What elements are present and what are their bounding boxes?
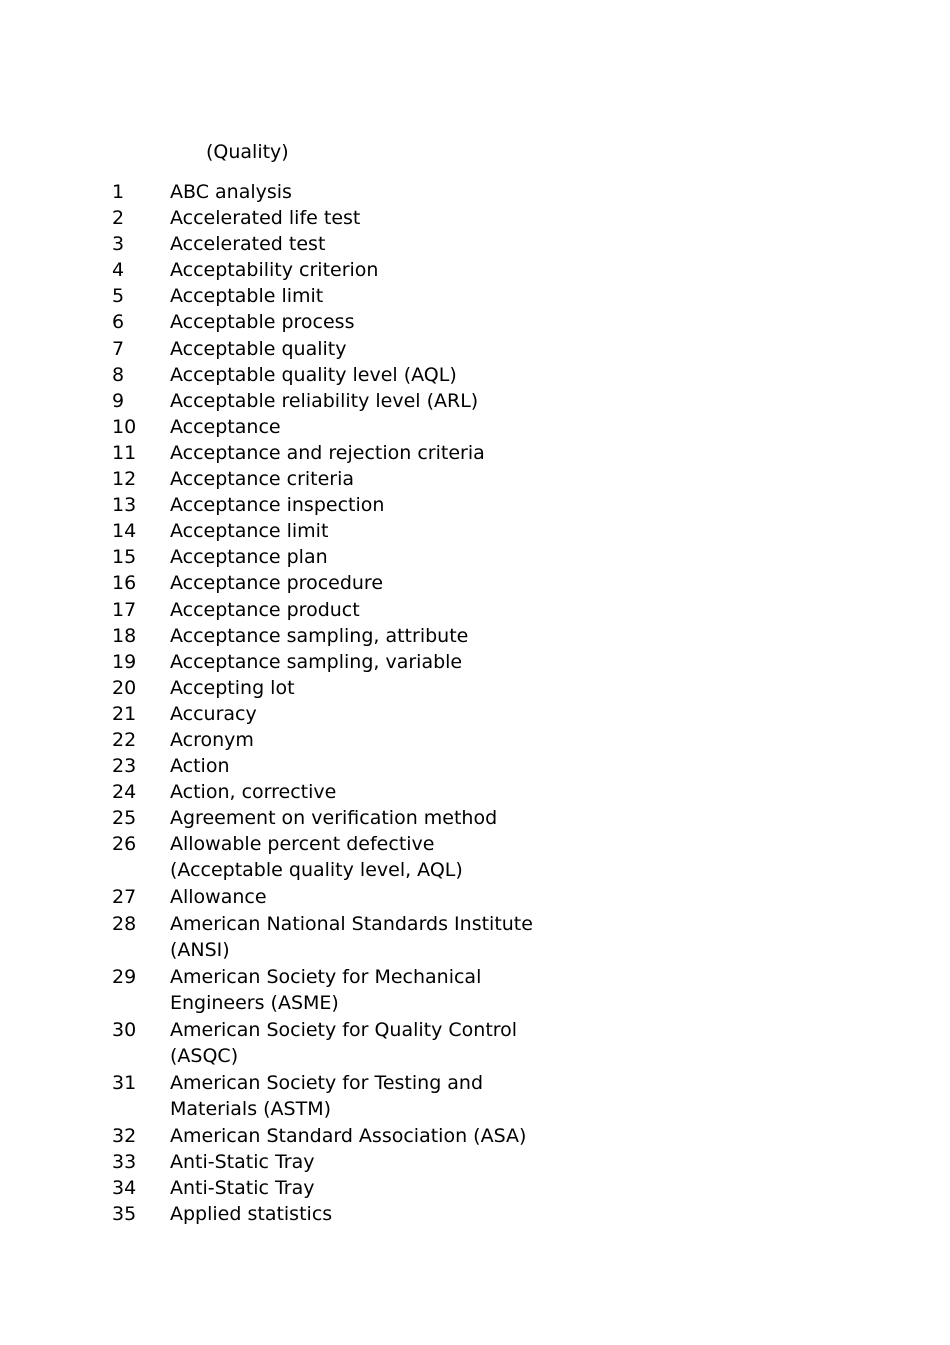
term-line: Allowance (170, 886, 267, 909)
term-line: Accepting lot (170, 676, 295, 699)
term-text (170, 727, 540, 753)
term-number: 12 (112, 468, 137, 491)
term-text (170, 623, 540, 649)
list-item (112, 388, 540, 414)
term-number: 4 (112, 259, 125, 282)
term-text (170, 779, 540, 805)
term-line: Action (170, 755, 230, 778)
term-text (170, 753, 540, 779)
term-text (170, 205, 540, 231)
term-line: Acceptable limit (170, 285, 324, 308)
term-number: 2 (112, 207, 125, 230)
term-text (170, 414, 540, 440)
term-text (170, 440, 540, 466)
term-line: Acronym (170, 728, 254, 751)
term-text (170, 544, 540, 570)
term-line: Acceptable process (170, 311, 355, 334)
term-number: 22 (112, 728, 137, 751)
list-item (112, 570, 540, 596)
list-item (112, 779, 540, 805)
term-number: 31 (112, 1071, 137, 1094)
term-line: Acceptance and rejection criteria (170, 441, 485, 464)
list-item (112, 805, 540, 831)
list-item (112, 1149, 540, 1175)
term-text (170, 1070, 540, 1123)
term-line: Action, corrective (170, 781, 337, 804)
term-line: Acceptance criteria (170, 468, 355, 491)
term-text (170, 231, 540, 257)
term-line: Acceptance plan (170, 546, 328, 569)
term-number: 5 (112, 285, 125, 308)
list-item (112, 727, 540, 753)
term-line: Accelerated test (170, 233, 326, 256)
list-item (112, 362, 540, 388)
term-number: 10 (112, 415, 137, 438)
list-item (112, 623, 540, 649)
term-line: Applied statistics (170, 1203, 333, 1226)
term-line: Accuracy (170, 702, 257, 725)
term-number: 20 (112, 676, 137, 699)
list-item (112, 911, 540, 964)
term-number: 19 (112, 650, 137, 673)
page-heading: (Quality) (206, 141, 289, 163)
list-item (112, 1070, 540, 1123)
term-number: 29 (112, 965, 137, 988)
term-number: 27 (112, 886, 137, 909)
term-number: 35 (112, 1203, 137, 1226)
list-item (112, 597, 540, 623)
term-number: 33 (112, 1151, 137, 1173)
term-continuation-line: (Acceptable quality level, AQL) (170, 859, 463, 882)
list-item (112, 753, 540, 779)
term-continuation-line: (ASQC) (170, 1044, 239, 1067)
list-item (112, 309, 540, 335)
term-text (170, 309, 540, 335)
term-number: 15 (112, 546, 137, 569)
list-item (112, 257, 540, 283)
list-item (112, 466, 540, 492)
list-item (112, 492, 540, 518)
term-line: American Society for Quality Control (170, 1018, 518, 1041)
list-item (112, 1201, 540, 1227)
term-number: 25 (112, 807, 137, 830)
term-number: 7 (112, 337, 125, 360)
term-number: 13 (112, 494, 137, 517)
list-item (112, 336, 540, 362)
term-line: Acceptance inspection (170, 494, 385, 517)
term-text (170, 362, 540, 388)
list-item (112, 1123, 540, 1149)
term-continuation-line: (ANSI) (170, 938, 230, 961)
term-text (170, 701, 540, 727)
term-text (170, 466, 540, 492)
term-number: 28 (112, 912, 137, 935)
term-text (170, 675, 540, 701)
term-number: 32 (112, 1124, 137, 1147)
term-text (170, 518, 540, 544)
term-line: Anti-Static Tray (170, 1151, 315, 1173)
term-text (170, 1149, 540, 1175)
term-number: 23 (112, 755, 137, 778)
term-line: Acceptance (170, 415, 281, 438)
list-item (112, 1017, 540, 1070)
term-line: American National Standards Institute (170, 912, 533, 935)
list-item (112, 283, 540, 309)
term-number: 11 (112, 441, 137, 464)
term-number: 26 (112, 833, 137, 856)
term-line: American Society for Testing and (170, 1071, 484, 1094)
term-text (170, 649, 540, 675)
term-text (170, 570, 540, 596)
term-line: ABC analysis (170, 181, 292, 203)
term-line: Acceptable quality level (AQL) (170, 363, 457, 386)
term-line: Acceptable quality (170, 337, 347, 360)
list-item (112, 414, 540, 440)
list-item (112, 440, 540, 466)
term-text (170, 1017, 540, 1070)
term-text (170, 1175, 540, 1201)
term-text (170, 336, 540, 362)
term-line: Acceptance sampling, variable (170, 650, 463, 673)
term-text (170, 492, 540, 518)
term-text (170, 831, 540, 884)
term-text (170, 805, 540, 831)
term-list (112, 179, 540, 1227)
term-text (170, 1123, 540, 1149)
list-item (112, 544, 540, 570)
term-line: Allowable percent defective (170, 833, 435, 856)
term-text (170, 964, 540, 1017)
term-line: Acceptance procedure (170, 572, 384, 595)
list-item (112, 701, 540, 727)
term-line: Agreement on verification method (170, 807, 498, 830)
list-item (112, 231, 540, 257)
term-text (170, 388, 540, 414)
term-line: American Society for Mechanical (170, 965, 482, 988)
list-item (112, 518, 540, 544)
list-item (112, 964, 540, 1017)
list-item (112, 831, 540, 884)
list-item (112, 205, 540, 231)
term-line: Anti-Static Tray (170, 1177, 315, 1200)
list-item (112, 1175, 540, 1201)
term-line: Acceptable reliability level (ARL) (170, 389, 479, 412)
term-number: 18 (112, 624, 137, 647)
term-number: 8 (112, 363, 125, 386)
term-line: Acceptance product (170, 598, 360, 621)
term-continuation-line: Engineers (ASME) (170, 991, 339, 1014)
term-number: 30 (112, 1018, 137, 1041)
term-text (170, 884, 540, 910)
term-continuation-line: Materials (ASTM) (170, 1097, 332, 1120)
term-text (170, 597, 540, 623)
term-number: 34 (112, 1177, 137, 1200)
term-text (170, 179, 540, 205)
term-number: 6 (112, 311, 125, 334)
list-item (112, 179, 540, 205)
list-item (112, 675, 540, 701)
term-line: Acceptance limit (170, 520, 329, 543)
term-text (170, 1201, 540, 1227)
list-item (112, 649, 540, 675)
term-number: 16 (112, 572, 137, 595)
term-number: 9 (112, 389, 125, 412)
term-line: Accelerated life test (170, 207, 361, 230)
term-line: Acceptability criterion (170, 259, 379, 282)
term-line: American Standard Association (ASA) (170, 1124, 527, 1147)
list-item (112, 884, 540, 910)
term-number: 24 (112, 781, 137, 804)
term-line: Acceptance sampling, attribute (170, 624, 469, 647)
term-number: 1 (112, 181, 125, 203)
term-number: 14 (112, 520, 137, 543)
term-number: 3 (112, 233, 125, 256)
term-text (170, 911, 540, 964)
term-text (170, 257, 540, 283)
term-text (170, 283, 540, 309)
term-number: 17 (112, 598, 137, 621)
term-number: 21 (112, 702, 137, 725)
